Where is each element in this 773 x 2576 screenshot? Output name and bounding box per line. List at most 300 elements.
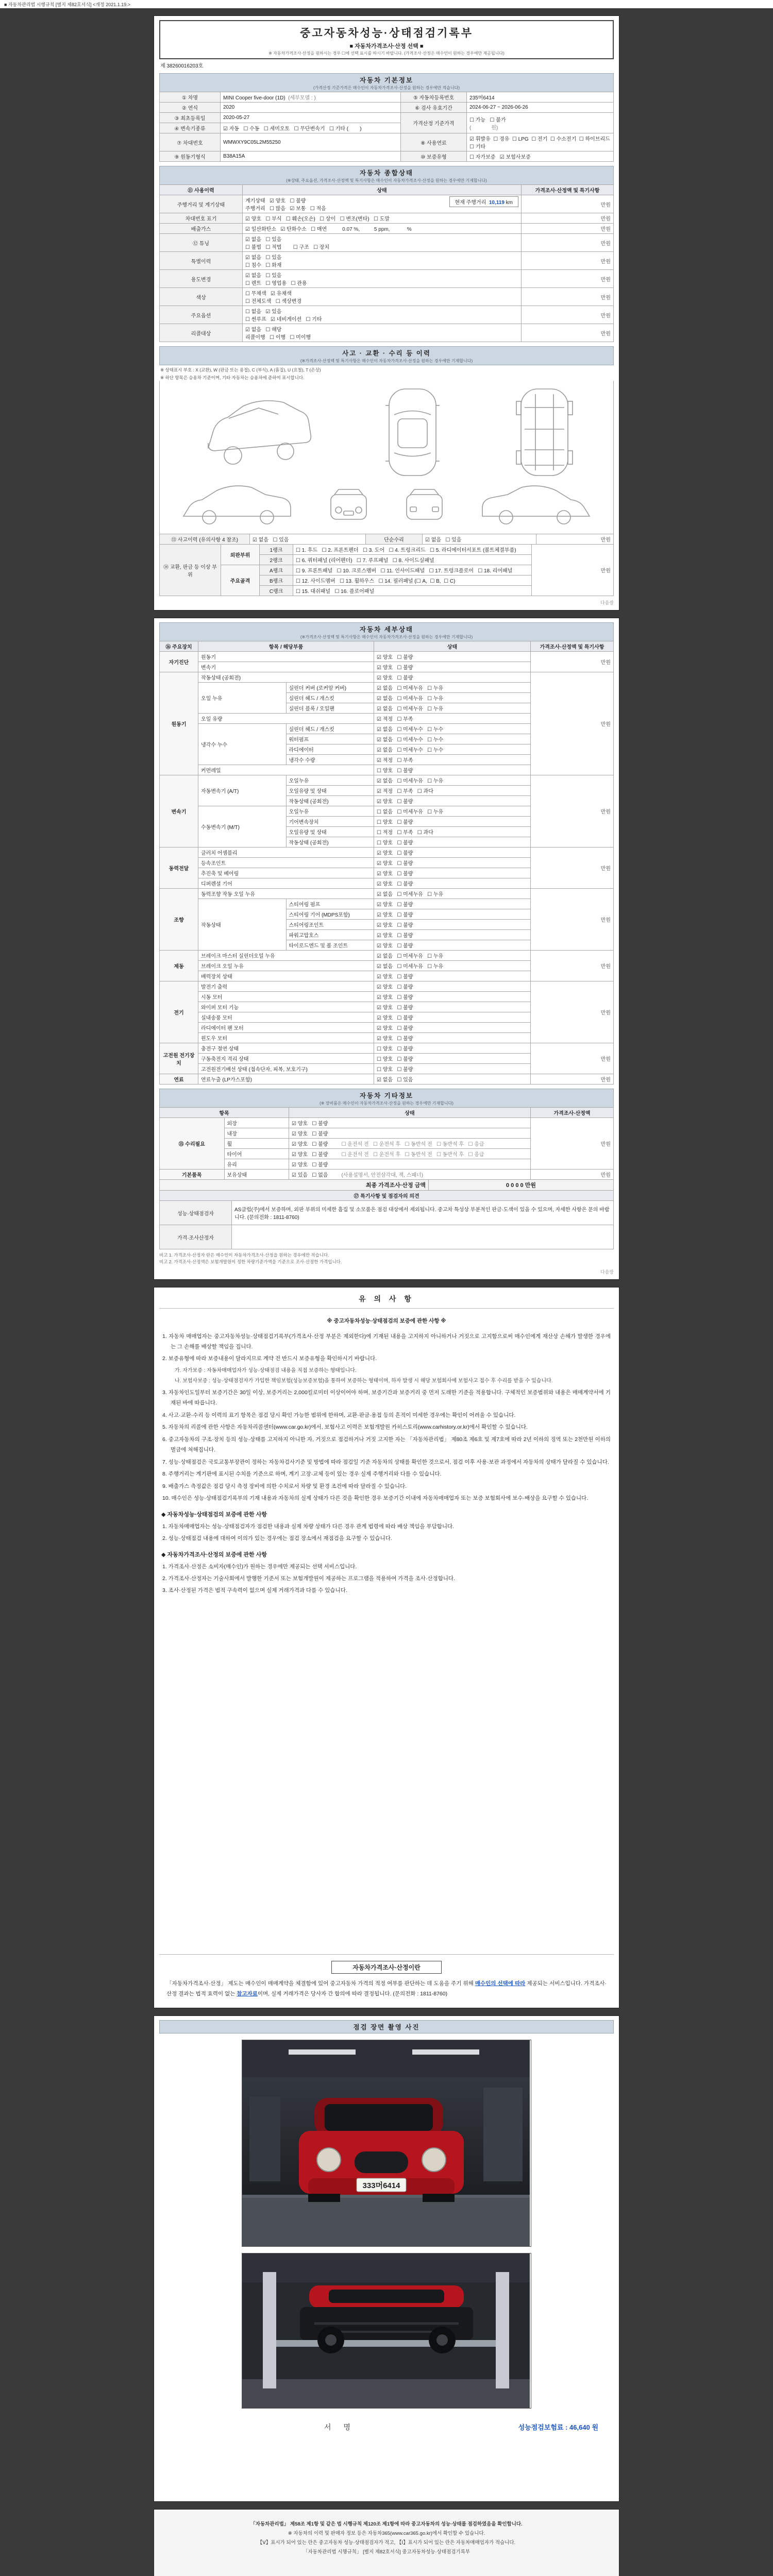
final-price-label: 최종 가격조사·산정 금액 [160,1180,429,1191]
etc-state-cell[interactable]: ☑ 양호 ☐ 불량 ☐ 운전석 전 ☐ 운전석 후 ☐ 동반석 전 ☐ 동반석 후 ☐ 응급 [289,1149,531,1159]
detail-item: 시동 모터 [198,992,374,1002]
panelwork-rank: B랭크 [260,575,293,586]
panel-basic-info [154,15,619,611]
detail-state-cell[interactable]: ☑ 없음 ☐ 있음 [374,1074,531,1084]
summary-header-row [160,185,614,195]
basic-info-note: (가격산정 기준가격은 매수인이 자동차가격조사·산정을 원하는 경우에만 적습니다) [313,86,460,90]
detail-item: 디퍼렌셜 기어 [198,878,374,889]
detail-row [160,981,614,992]
summary-state-cell[interactable]: ☑ 없음 ☐ 있음 ☐ 렌트 ☐ 영업용 ☐ 관용 [243,270,522,288]
notice-item: 9. 배출가스 측정값은 점검 당시 측정 장비에 의한 수치로서 차량 및 환경 조건에 따라 달라질 수 있습니다. [162,1483,407,1489]
detail-item: 와이퍼 모터 기능 [198,1002,374,1012]
detail-group-name: 연료 [160,1074,198,1084]
detail-state-cell[interactable]: ☑ 양호 ☐ 불량 [374,930,531,940]
detail-state-cell[interactable]: ☑ 양호 ☐ 불량 [374,1012,531,1023]
notice-item: 3. 조사·산정된 가격은 법적 구속력이 없으며 실제 거래가격과 다를 수 있습니다. [162,1587,347,1594]
summary-price-cell: 만원 [522,306,614,324]
detail-group-name: 자기진단 [160,652,198,672]
notice-item: 1. 자동차 매매업자는 중고자동차성능·상태점검기록부(가격조사·산정 부분은 제외한다)에 기재된 내용을 고지하지 아니하거나 거짓으로 고지함으로써 매수인에게 재산상 손해가 발생한 경우에는 그 손해를 배상할 책임을 집니다. [162,1333,611,1350]
detail-state-cell[interactable]: ☑ 적정 ☐ 부족 [374,714,531,724]
registration-number-value: 235머6414 [467,92,614,103]
detail-item: 추진축 및 베어링 [198,868,374,878]
summary-row [160,213,614,224]
detail-table [159,641,614,1084]
detail-part: 워터펌프 [286,734,374,744]
detail-state-cell[interactable]: ☑ 양호 ☐ 불량 [374,899,531,909]
detail-state-cell[interactable]: ☑ 없음 ☐ 미세누유 ☐ 누유 [374,961,531,971]
state-code-legend: ※ 상태표시 부호 : X (교환), W (판금 또는 용접), C (부식), A (흠집), U (요철), T (손상) [160,367,321,372]
detail-col-price: 가격조사·산정액 및 특기사항 [531,641,614,652]
notice-item: 1. 가격조사·산정은 소비자(매수인)가 원하는 경우에만 제공되는 선택 서비스입니다. [162,1563,357,1570]
detail-item: 구동축전지 격리 상태 [198,1054,374,1064]
summary-state-cell[interactable]: ☑ 없음 ☐ 있음 ☐ 불법 ☐ 적법 ☐ 구조 ☐ 장치 [243,234,522,252]
detail-state-cell[interactable]: ☑ 없음 ☐ 미세누유 ☐ 누유 [374,889,531,899]
base-price-value[interactable]: ☐ 가능 ☐ 불가 ( 원) [467,113,614,133]
detail-item: 수동변속기 (M/T) [198,806,287,848]
panelwork-items[interactable]: ☐ 12. 사이드멤버 ☐ 13. 휠하우스 ☐ 14. 필러패널 (☐ A, ☐ B, ☐ C) [293,575,532,586]
car-perspective-diagram [197,387,313,478]
detail-state-cell[interactable]: ☑ 없음 ☐ 미세누수 ☐ 누수 [374,724,531,734]
summary-price-cell: 만원 [522,234,614,252]
notice-item: 5. 자동차의 리콜에 관한 사항은 자동차리콜센터(www.car.go.kr)에서, 보험사고 이력은 보험개발원 카히스토리(www.carhistory.or.kr)에서 확인할 수 있습니다. [162,1424,528,1431]
simple-repair-label: 단순수리 [366,534,423,545]
detail-price-cell: 만원 [531,889,614,951]
signature-label: 서 명 [324,2422,356,2431]
car-front-view-diagram [324,484,373,530]
warranty-type-label: ⑩ 보증유형 [401,151,467,162]
summary-item-label: 특별이력 [160,252,243,270]
detail-group-name: 전기 [160,981,198,1043]
summary-price-cell: 만원 [522,288,614,306]
detail-row [160,1043,614,1054]
license-plate-text: 333머6414 [362,2181,400,2190]
summary-row [160,270,614,288]
detail-item: 원동기 [198,652,374,662]
panelwork-price-cell: 만원 [532,545,614,596]
etc-state-cell[interactable]: ☑ 양호 ☐ 불량 [289,1128,531,1139]
footer-line: ※ 자동차의 이력 및 판매자 정보 등은 자동차365(www.car365.go.kr)에서 확인할 수 있습니다. [288,2530,485,2536]
detail-part: 작동상태 (공회전) [286,837,374,848]
etc-group-name: ⑮ 수리필요 [160,1118,225,1170]
detail-group-name: 변속기 [160,775,198,848]
car-side-left-diagram [176,484,297,530]
summary-state-cell[interactable]: 현재 주행거리 10,119 km 계기상태 ☑ 양호 ☐ 불량 주행거리 ☐ 많음 ☑ 보통 ☐ 적음 [243,195,522,213]
detail-state-cell[interactable]: ☑ 양호 ☐ 불량 [374,920,531,930]
detail-price-cell: 만원 [531,775,614,848]
fuel-label: ⑧ 사용연료 [401,133,467,151]
detail-item: 라디에이터 팬 모터 [198,1023,374,1033]
notice-item: 2. 성능·상태점검 내용에 대하여 이의가 있는 경우에는 점검 장소에서 재점검을 요구할 수 있습니다. [162,1535,392,1542]
detail-price-cell: 만원 [531,1074,614,1084]
etc-col-price: 가격조사·산정액 [531,1108,614,1118]
summary-title: 자동차 종합상태 [360,170,413,177]
detail-state-cell[interactable]: ☑ 없음 ☐ 미세누유 ☐ 누유 [374,683,531,693]
fuel-value[interactable]: ☑ 휘발유 ☐ 경유 ☐ LPG ☐ 전기 ☐ 수소전기 ☐ 하이브리드 ☐ 기타 [467,133,614,151]
detail-part: 실린더 헤드 / 개스킷 [286,724,374,734]
detail-state-cell[interactable]: ☑ 양호 ☐ 불량 [374,662,531,672]
photos-band [159,2020,614,2033]
notice-item: 10. 매수인은 성능·상태점검기록부의 기재 내용과 자동차의 실제 상태가 다른 것을 확인한 경우 보증기간 이내에 자동차매매업자 또는 보증 보험회사에 보수·배상을 요구할 수 있습니다. [162,1495,589,1502]
panelwork-category: 외판부위 [221,545,260,565]
etc-price-cell: 만원 [531,1170,614,1180]
price-survey-select-note: ※ 자동차가격조사·산정을 원하시는 경우 ☐에 선택 표시를 하시기 바랍니다. (가격조사·산정은 매수인이 원하는 경우에만 제공됩니다) [268,51,505,56]
summary-col-state: 상태 [243,185,522,195]
detail-col-group: ⑯ 주요장치 [160,641,198,652]
detail-state-cell[interactable]: ☑ 양호 ☐ 불량 [374,971,531,981]
accident-title: 사고 · 교환 · 수리 등 이력 [342,350,431,357]
detail-state-cell[interactable]: ☑ 양호 ☐ 불량 [374,848,531,858]
summary-price-cell: 만원 [522,324,614,342]
notice-section-heading: ◆ 자동차성능·상태점검의 보증에 관한 사항 [161,1511,267,1518]
notice-item: 6. 중고자동차의 구조·장치 등의 성능·상태를 고지하지 아니한 자, 거짓으로 점검하거나 거짓 고지한 자는 「자동차관리법」 제80조 제6호 및 제7호에 따라 2년 이하의 징역 또는 2천만원 이하의 벌금에 처해집니다. [162,1436,611,1453]
simple-repair-state[interactable]: ☑ 없음 ☐ 있음 [423,534,536,545]
panelwork-items[interactable]: ☐ 9. 프론트패널 ☐ 10. 크로스멤버 ☐ 11. 인사이드패널 ☐ 17. 트렁크플로어 ☐ 18. 리어패널 [293,565,532,575]
summary-state-cell[interactable]: ☑ 없음 ☐ 해당 리콜이행 ☐ 이행 ☐ 미이행 [243,324,522,342]
inspection-period-label: ⑥ 검사 유효기간 [401,103,467,113]
detail-price-cell: 만원 [531,951,614,981]
summary-note: (※상태, 주요옵션, 가격조사·산정액 및 특기사항은 매수인이 자동차가격조사·산정을 원하는 경우에만 기재합니다) [286,178,487,183]
detail-price-cell: 만원 [531,848,614,889]
detail-row [160,1074,614,1084]
detail-state-cell[interactable]: ☑ 없음 ☐ 미세누수 ☐ 누수 [374,744,531,755]
summary-item-label: 리콜대상 [160,324,243,342]
panelwork-items[interactable]: ☐ 1. 후드 ☐ 2. 프론트펜더 ☐ 3. 도어 ☐ 4. 트렁크리드 ☐ 5. 라디에이터서포트 (볼트체결부품) [293,545,532,555]
current-mileage-box: 현재 주행거리 10,119 km [449,196,518,207]
document-page [154,15,619,2576]
summary-row [160,224,614,234]
summary-item-label: 주행거리 및 계기상태 [160,195,243,213]
basic-info-title: 자동차 기본정보 [360,77,413,84]
opinion-table [159,1190,614,1249]
detail-price-cell: 만원 [531,652,614,672]
notice-subitem: 가. 자가보증 : 자동차매매업자가 성능·상태점검 내용을 직접 보증하는 형태입니다. [175,1367,357,1374]
etc-item: 휠 [224,1139,289,1149]
detail-state-cell[interactable]: ☑ 양호 ☐ 불량 [374,1033,531,1043]
accident-note: (※가격조사·산정액 및 특기사항은 매수인이 자동차가격조사·산정을 원하는 경우에만 기재합니다) [300,359,473,363]
red-car-front [299,2098,464,2202]
final-price-value: 0 0 0 0 만원 [428,1180,613,1191]
insurance-fee: 성능점검보험료 : 46,640 원 [518,2424,598,2431]
detail-part: 오일유량 및 상태 [286,786,374,796]
detail-state-cell[interactable]: ☑ 양호 ☐ 불량 [374,981,531,992]
base-price-label: 가격산정 기준가격 [401,113,467,133]
etc-row [160,1118,614,1128]
etc-note: (※ 장비품은 매수인이 자동차가격조사·산정을 원하는 경우에만 기재합니다) [320,1101,453,1106]
panelwork-rank: A랭크 [260,565,293,575]
price-survey-select-title: ■ 자동차가격조사·산정 선택 ■ [349,43,424,49]
notice-subitem: 나. 보험사보증 : 성능·상태점검자가 가입한 책임보험(성능보증보험)을 통하여 보증하는 형태이며, 하자 발생 시 해당 보험회사에 보험사고 접수 후 수리를 받을 수 있습니다. [175,1378,553,1384]
detail-item: 실내송풍 모터 [198,1012,374,1023]
etc-state-cell[interactable]: ☑ 양호 ☐ 불량 [289,1159,531,1170]
summary-row [160,306,614,324]
detail-item: 클러치 어셈블리 [198,848,374,858]
exchange-label: ⑭ 교환, 판금 등 이상 부위 [160,545,221,596]
vehicle-name-label: ① 차명 [160,92,221,103]
price-survey-definition-box [159,1954,614,2004]
next-page-note: 다음장 [600,1269,614,1275]
detail-part: 라디에이터 [286,744,374,755]
panel-detail-state [154,618,619,1280]
detail-item: 냉각수 누수 [198,724,287,765]
car-side-right-diagram [476,484,597,530]
summary-col-price: 가격조사·산정액 및 특기사항 [522,185,614,195]
document-number: 제 38260016203호 [160,63,204,69]
etc-title: 자동차 기타정보 [360,1092,413,1099]
etc-item: 내장 [224,1128,289,1139]
etc-state-cell[interactable]: ☑ 양호 ☐ 불량 [289,1118,531,1128]
summary-state-cell[interactable]: ☐ 무채색 ☑ 유채색 ☐ 전체도색 ☐ 색상변경 [243,288,522,306]
panelwork-rank: 2랭크 [260,555,293,565]
detail-item: 발전기 출력 [198,981,374,992]
detail-state-cell[interactable]: ☐ 양호 ☐ 불량 [374,765,531,775]
inspection-photo-front [242,2040,531,2247]
panelwork-items[interactable]: ☐ 6. 쿼터패널 (리어펜더) ☐ 7. 루프패널 ☐ 8. 사이드실패널 [293,555,532,565]
price-survey-definition-title: 자동차가격조사·산정이란 [331,1961,442,1974]
detail-part: 실린더 헤드 / 개스킷 [286,693,374,703]
detail-row [160,775,614,786]
etc-item: 보유상태 [224,1170,289,1180]
panelwork-row [160,545,614,555]
summary-state-cell[interactable]: ☑ 없음 ☐ 있음 ☐ 침수 ☐ 화재 [243,252,522,270]
summary-row [160,195,614,213]
panelwork-rank: C랭크 [260,586,293,596]
detail-part: 실린더 블록 / 오일팬 [286,703,374,714]
etc-col-item: 항목 [160,1108,289,1118]
panelwork-items[interactable]: ☐ 15. 대쉬패널 ☐ 16. 플로어패널 [293,586,532,596]
detail-state-cell[interactable]: ☑ 양호 ☐ 불량 [374,878,531,889]
detail-row [160,672,614,683]
summary-item-label: 용도변경 [160,270,243,288]
etc-header-row [160,1108,614,1118]
accident-history-label: ⑬ 사고이력 (유의사항 4 참조) [160,534,250,545]
detail-row [160,889,614,899]
detail-state-cell[interactable]: ☑ 없음 ☐ 미세누유 ☐ 누유 [374,693,531,703]
summary-state-cell[interactable]: ☑ 양호 ☐ 부식 ☐ 훼손(오손) ☐ 상이 ☐ 변조(변타) ☐ 도말 [243,213,522,224]
detail-part: 작동상태 (공회전) [286,796,374,806]
detail-state-cell[interactable]: ☑ 적정 ☐ 부족 ☐ 과다 [374,786,531,796]
footer-legal-text [159,2514,614,2563]
warranty-type-value[interactable]: ☐ 자가보증 ☑ 보험사보증 [467,151,614,162]
notice-section-heading: ◆ 자동차가격조사·산정의 보증에 관한 사항 [161,1551,267,1558]
detail-state-cell[interactable]: ☐ 적정 ☐ 부족 ☐ 과다 [374,827,531,837]
etc-row [160,1170,614,1180]
detail-item: 작동상태 (공회전) [198,672,374,683]
detail-state-cell[interactable]: ☐ 양호 ☐ 불량 [374,1043,531,1054]
notices-subtitle: ※ 중고자동차성능·상태점검의 보증에 관한 사항 ※ [327,1317,446,1324]
etc-price-cell: 만원 [531,1118,614,1170]
detail-state-cell[interactable]: ☑ 적정 ☐ 부족 [374,755,531,765]
detail-state-cell[interactable]: ☑ 양호 ☐ 불량 [374,1002,531,1012]
detail-state-cell[interactable]: ☑ 없음 ☐ 미세누유 ☐ 누유 [374,951,531,961]
vehicle-name-value: MINI Cooper five-door (1D) (세부모델 : ) [221,92,401,103]
detail-part: 기어변속장치 [286,817,374,827]
detail-state-cell[interactable]: ☐ 양호 ☐ 불량 [374,1064,531,1074]
detail-item: 오일 누유 [198,683,287,714]
first-registration-value: 2020-05-27 [221,113,401,123]
summary-col-item: ⑪ 사용이력 [160,185,243,195]
detail-part: 오일누유 [286,775,374,786]
car-top-view-diagram [380,385,445,480]
notices-title: 유 의 사 항 [159,1292,614,1309]
etc-group-name: 기본품목 [160,1170,225,1180]
notice-item: 8. 주행거리는 계기판에 표시된 수치를 기준으로 하며, 계기 고장·교체 등이 있는 경우 실제 주행거리와 다를 수 있습니다. [162,1471,442,1478]
vin-label: ⑦ 차대번호 [160,133,221,151]
detail-state-cell[interactable]: ☑ 양호 ☐ 불량 [374,796,531,806]
detail-state-cell[interactable]: ☑ 없음 ☐ 미세누수 ☐ 누수 [374,734,531,744]
detail-state-cell[interactable]: ☑ 양호 ☐ 불량 [374,672,531,683]
detail-group-name: 고전원 전기장치 [160,1043,198,1074]
detail-part: 오일누유 [286,806,374,817]
panel-footer [154,2509,619,2576]
summary-price-cell: 만원 [522,224,614,234]
appraiser-label: 가격·조사산정자 [160,1225,232,1249]
summary-band [159,166,614,185]
detail-price-cell: 만원 [531,672,614,775]
summary-table [159,184,614,342]
panel-notices [154,1287,619,2008]
detail-item: 오일 유량 [198,714,374,724]
vin-value: WMWXY9C05L2M55250 [221,133,401,151]
detail-group-name: 제동 [160,951,198,981]
notice-item: 4. 사고·교환·수리 등 이력의 표기 항목은 점검 당시 확인 가능한 범위에 한하며, 교환·판금·용접 등의 흔적이 미세한 경우에는 확인이 어려울 수 있습니다. [162,1412,516,1418]
document-header [159,20,614,59]
footer-line: 「자동차관리법 시행규칙」 [별지 제82호서식] 중고자동차성능·상태점검기록부 [303,2549,470,2555]
detail-part: 스티어링 기어 (MDPS포함) [286,909,374,920]
detail-state-cell[interactable]: ☐ 양호 ☐ 불량 [374,1054,531,1064]
notice-item: 7. 성능·상태점검은 국토교통부장관이 정하는 자동차검사기준 및 방법에 따라 점검일 기준 자동차의 상태를 확인한 것으로서, 점검 이후 사용·보관 과정에서 자동차의 상태가 달라질 수 있습니다. [162,1459,609,1465]
detail-state-cell[interactable]: ☐ 없음 ☐ 미세누유 ☐ 누유 [374,806,531,817]
final-price-table [159,1179,614,1191]
detail-part: 파워고압호스 [286,930,374,940]
detail-title: 자동차 세부상태 [360,626,413,633]
detail-item: 브레이크 마스터 실린더오일 누유 [198,951,374,961]
form-reference-note: ■ 자동차관리법 시행규칙 [별지 제82호서식] <개정 2021.1.19.> [0,0,773,8]
detail-group-name: 원동기 [160,672,198,775]
footer-line: 【Ⅴ】표시가 되어 있는 란은 중고자동차 성능·상태점검자가 적고, 【Ⅰ】표시가 되어 있는 란은 자동차매매업자가 적습니다. [257,2539,516,2546]
panel-photos [154,2015,619,2502]
inspection-period-value: 2024-06-27 ~ 2026-06-26 [467,103,614,113]
detail-item: 커먼레일 [198,765,374,775]
detail-state-cell[interactable]: ☑ 양호 ☐ 불량 [374,909,531,920]
car-rear-view-diagram [400,484,449,530]
summary-item-label: 색상 [160,288,243,306]
basic-info-band [159,73,614,92]
engine-type-value: B38A15A [221,151,401,162]
detail-item: 브레이크 오일 누유 [198,961,374,971]
detail-item: 변속기 [198,662,374,672]
detail-group-name: 조향 [160,889,198,951]
model-year-label: ② 연식 [160,103,221,113]
detail-state-cell[interactable]: ☑ 양호 ☐ 불량 [374,992,531,1002]
detail-state-cell[interactable]: ☑ 양호 ☐ 불량 [374,868,531,878]
transmission-label: ④ 변속기종류 [160,123,221,133]
detail-item: 동력조향 작동 오일 누유 [198,889,374,899]
summary-item-label: 주요옵션 [160,306,243,324]
summary-price-cell: 만원 [522,270,614,288]
etc-state-cell[interactable]: ☑ 양호 ☐ 불량 ☐ 운전석 전 ☐ 운전석 후 ☐ 동반석 전 ☐ 동반석 후 ☐ 응급 [289,1139,531,1149]
inspector-opinion[interactable]: AS클럽(주)에서 보증하며, 외판 부위의 미세한 흠집 및 소모품은 점검 대상에서 제외됩니다. 중고차 특성상 부분적인 판금·도색이 있을 수 있으며, 자세한 사항은 문의 바랍니다. (문의전화 : 1811-8760) [232,1201,614,1225]
detail-price-cell: 만원 [531,1043,614,1074]
detail-state-cell[interactable]: ☑ 없음 ☐ 미세누유 ☐ 누유 [374,703,531,714]
summary-row [160,288,614,306]
detail-item: 자동변속기 (A/T) [198,775,287,806]
price-survey-definition-text: 「자동차가격조사·산정」 제도는 매수인이 매매계약을 체결함에 있어 중고자동차 가격의 적정 여부를 판단하는 데 도움을 주기 위해 매수인의 선택에 따라 제공되는 서비스입니다. 가격조사·산정 결과는 법적 효력이 없는 참고자료이며, 실제 거래가격은 당사자 간 합의에 따라 결정됩니다. (문의전화 : 1811-8760) [166,1980,607,1997]
summary-state-cell[interactable]: ☐ 없음 ☑ 있음 ☐ 썬루프 ☑ 네비게이션 ☐ 기타 [243,306,522,324]
detail-item: 연료누출 (LP가스포함) [198,1074,374,1084]
notice-item: 3. 자동차인도일부터 보증기간은 30일 이상, 보증거리는 2,000킬로미터 이상이어야 하며, 보증기간과 보증거리 중 먼저 도래한 기준을 적용합니다. 구체적인 보증범위와 내용은 매매계약서에 기재된 바에 따릅니다. [162,1389,611,1406]
detail-item: 윈도우 모터 [198,1033,374,1043]
summary-price-cell: 만원 [522,195,614,213]
notice-item: 2. 보증유형에 따라 보증내용이 달라지므로 계약 전 반드시 보증유형을 확인하시기 바랍니다. [162,1355,377,1362]
opinion-notes: 비고 1. 가격조사·산정자 란은 매수인이 자동차가격조사·산정을 원하는 경우에만 적습니다. 비고 2. 가격조사·산정액은 보험개발원이 정한 차량기준가액을 기준으로 조사·산정한 가격입니다. [159,1252,342,1264]
car-underbody-diagram [512,385,577,480]
photos-title: 점검 장면 촬영 사진 [353,2023,420,2031]
detail-state-cell[interactable]: ☑ 양호 ☐ 불량 [374,858,531,868]
detail-header-row [160,641,614,652]
detail-state-cell[interactable]: ☑ 양호 ☐ 불량 [374,652,531,662]
detail-part: 냉각수 수량 [286,755,374,765]
notices-body [159,1330,614,1598]
detail-part: 실린더 커버 (로커암 커버) [286,683,374,693]
transmission-value[interactable]: ☑ 자동 ☐ 수동 ☐ 세미오토 ☐ 무단변속기 ☐ 기타 ( ) [221,123,401,133]
etc-col-state: 상태 [289,1108,531,1118]
accident-history-state[interactable]: ☑ 없음 ☐ 있음 [250,534,366,545]
diagram-basis-legend: ※ 하단 항목은 승용차 기준이며, 기타 자동차는 승용차에 준하여 표시합니다. [160,375,305,380]
document-title: 중고자동차성능·상태점검기록부 [300,27,473,39]
model-year-value: 2020 [221,103,401,113]
detail-state-cell[interactable]: ☑ 양호 ☐ 불량 [374,940,531,951]
summary-item-label: 차대번호 표기 [160,213,243,224]
detail-group-name: 동력전달 [160,848,198,889]
detail-col-item: 항목 / 해당부품 [198,641,374,652]
summary-state-cell[interactable]: ☑ 일산화탄소 ☑ 탄화수소 ☐ 매연 0.07 %, 5 ppm, % [243,224,522,234]
etc-band [159,1089,614,1108]
detail-state-cell[interactable]: ☑ 없음 ☐ 미세누유 ☐ 누유 [374,775,531,786]
detail-part: 스티어링조인트 [286,920,374,930]
detail-row [160,848,614,858]
opinion-header: ⑰ 특기사항 및 점검자의 의견 [160,1191,614,1201]
detail-state-cell[interactable]: ☐ 양호 ☐ 불량 [374,837,531,848]
accident-history-table [159,534,614,545]
detail-col-state: 상태 [374,641,531,652]
summary-row [160,324,614,342]
detail-row [160,951,614,961]
appraiser-opinion[interactable] [232,1225,614,1249]
etc-state-cell[interactable]: ☑ 있음 ☐ 없음 (사용설명서, 안전삼각대, 잭, 스패너) [289,1170,531,1180]
summary-item-label: ⑫ 튜닝 [160,234,243,252]
detail-item: 등속조인트 [198,858,374,868]
inspection-photo-lift [242,2253,531,2409]
signature-row [159,2415,614,2435]
detail-item: 충전구 절연 상태 [198,1043,374,1054]
basic-info-table [159,92,614,162]
detail-state-cell[interactable]: ☑ 양호 ☐ 불량 [374,1023,531,1033]
detail-item: 고전원전기배선 상태 (접속단자, 피복, 보호기구) [198,1064,374,1074]
summary-item-label: 배출가스 [160,224,243,234]
inspector-label: 성능·상태점검자 [160,1201,232,1225]
footer-line: 「자동차관리법」 제58조 제1항 및 같은 법 시행규칙 제120조 제1항에 따라 중고자동차의 성능·상태를 점검하였음을 확인합니다. [250,2521,523,2527]
detail-item: 배력장치 상태 [198,971,374,981]
detail-item: 작동상태 [198,899,287,951]
notice-item: 1. 자동차매매업자는 성능·상태점검자가 점검한 내용과 실제 차량 상태가 다른 경우 관계 법령에 따라 배상 책임을 부담합니다. [162,1523,455,1530]
registration-number-label: ⑤ 자동차등록번호 [401,92,467,103]
detail-part: 스티어링 펌프 [286,899,374,909]
etc-item: 유리 [224,1159,289,1170]
detail-band [159,622,614,641]
engine-type-label: ⑨ 원동기형식 [160,151,221,162]
detail-state-cell[interactable]: ☐ 양호 ☐ 불량 [374,817,531,827]
detail-row [160,652,614,662]
